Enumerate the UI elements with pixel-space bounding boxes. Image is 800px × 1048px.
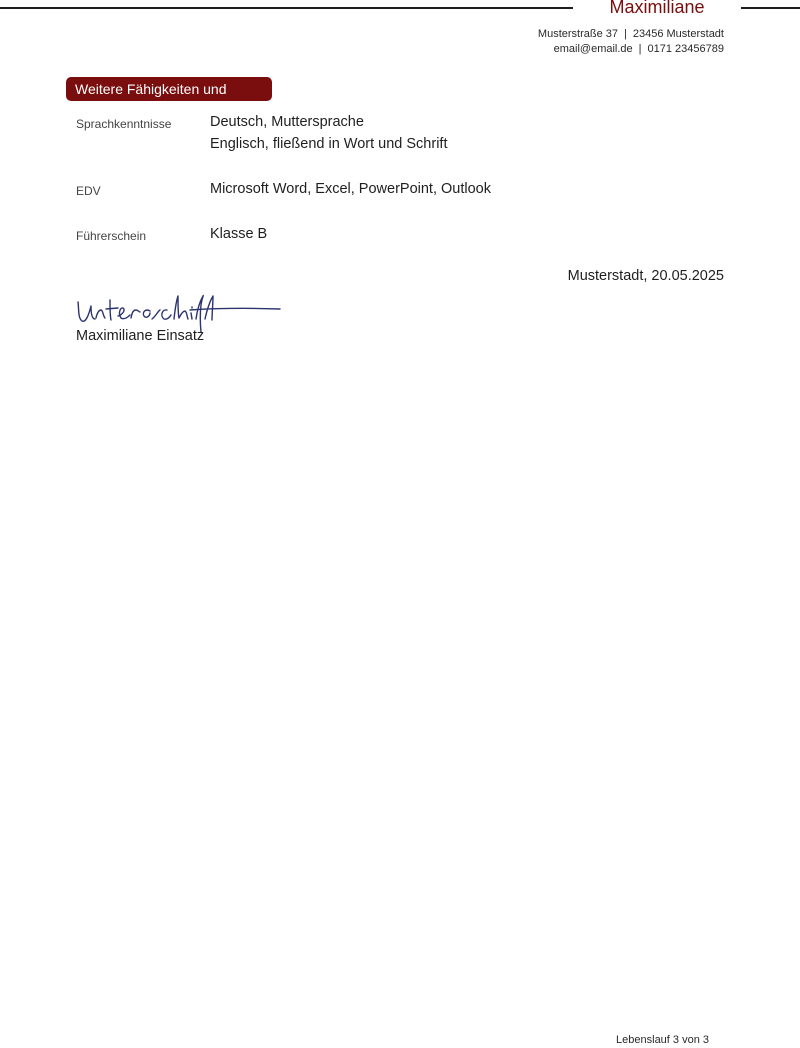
signature-text: Unterschrift	[70, 288, 76, 289]
entry-value-language-1: Deutsch, Muttersprache	[210, 114, 364, 130]
place-date: Musterstadt, 20.05.2025	[567, 268, 724, 284]
entry-label-languages: Sprachkenntnisse	[76, 117, 172, 131]
entry-value-license: Klasse B	[210, 226, 268, 242]
header-rule-right	[741, 7, 800, 9]
contact-separator: |	[638, 43, 642, 55]
signer-name: Maximiliane Einsatz	[76, 328, 205, 344]
address-street: Musterstraße 37	[537, 28, 619, 40]
contact-address	[538, 28, 724, 40]
address-city: 23456 Musterstadt	[632, 28, 724, 40]
contact-separator: |	[624, 28, 627, 40]
entry-value-language-2: Englisch, fließend in Wort und Schrift	[210, 136, 448, 152]
header-rule-left	[0, 7, 573, 9]
entry-value-edv: Microsoft Word, Excel, PowerPoint, Outlook	[210, 181, 491, 197]
entry-label-edv: EDV	[76, 184, 101, 198]
contact-phone: 0171 23456789	[647, 43, 724, 55]
contact-email[interactable]: email@email.de	[553, 43, 633, 55]
contact-email-phone	[554, 43, 724, 55]
section-title: Weitere Fähigkeiten und	[66, 77, 272, 101]
page-indicator: Lebenslauf 3 von 3	[616, 1034, 709, 1046]
header-name: Maximiliane	[609, 0, 705, 17]
entry-label-license: Führerschein	[76, 229, 147, 243]
